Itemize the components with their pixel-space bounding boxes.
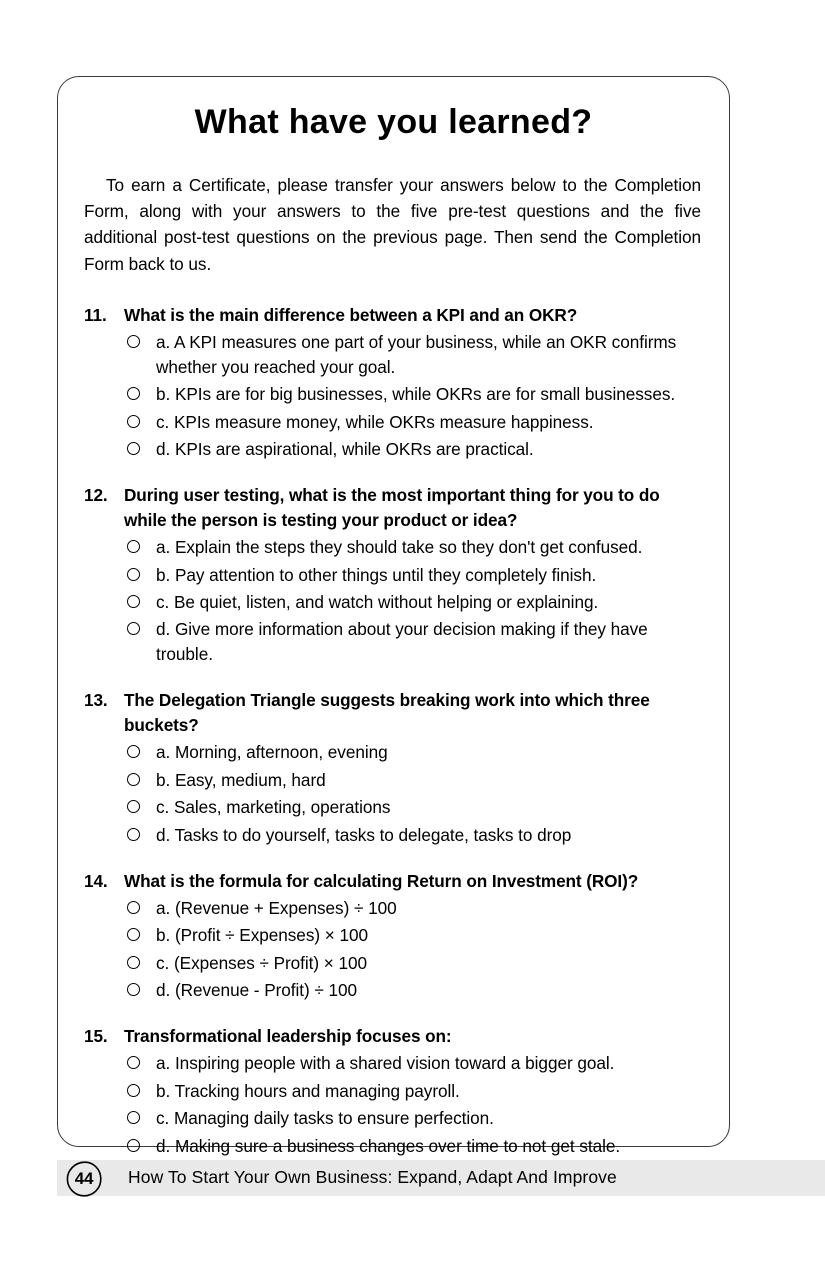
radio-button-icon[interactable] bbox=[84, 923, 156, 941]
question-text: What is the formula for calculating Return on Investment (ROI)? bbox=[124, 870, 639, 891]
option-label: c. Managing daily tasks to ensure perfection. bbox=[156, 1108, 494, 1129]
option-label: b. Tracking hours and managing payroll. bbox=[156, 1080, 460, 1101]
question-text: The Delegation Triangle suggests breaking work into which three buckets? bbox=[124, 690, 650, 736]
option-label: c. Be quiet, listen, and watch without helping or explaining. bbox=[156, 592, 599, 613]
option-label: a. Morning, afternoon, evening bbox=[156, 742, 388, 763]
question-heading bbox=[84, 1024, 703, 1049]
radio-button-icon[interactable] bbox=[84, 896, 156, 914]
question-number: 11. bbox=[84, 304, 107, 325]
question-number: 15. bbox=[84, 1026, 108, 1047]
option-row[interactable] bbox=[84, 896, 703, 921]
card-content bbox=[58, 77, 729, 1159]
question-number: 13. bbox=[84, 690, 108, 711]
radio-button-icon[interactable] bbox=[84, 951, 156, 969]
option-list bbox=[84, 896, 703, 1003]
question-heading bbox=[84, 303, 703, 328]
question-block-15 bbox=[84, 1024, 703, 1159]
question-heading bbox=[84, 869, 703, 894]
option-row[interactable] bbox=[84, 410, 703, 435]
radio-button-icon[interactable] bbox=[84, 823, 156, 841]
question-number: 14. bbox=[84, 870, 108, 891]
radio-button-icon[interactable] bbox=[84, 437, 156, 455]
option-label: c. KPIs measure money, while OKRs measure happiness. bbox=[156, 411, 594, 432]
book-title: How To Start Your Own Business: Expand, Adapt And Improve bbox=[128, 1167, 617, 1187]
option-row[interactable] bbox=[84, 1051, 703, 1076]
option-row[interactable] bbox=[84, 1134, 703, 1159]
radio-button-icon[interactable] bbox=[84, 563, 156, 581]
option-row[interactable] bbox=[84, 923, 703, 948]
option-row[interactable] bbox=[84, 437, 703, 462]
question-heading bbox=[84, 483, 703, 533]
option-row[interactable] bbox=[84, 330, 703, 380]
option-label: b. (Profit ÷ Expenses) × 100 bbox=[156, 925, 369, 946]
quiz-card bbox=[57, 76, 730, 1156]
intro-paragraph: To earn a Certificate, please transfer your answers below to the Completion Form, along with your answers to the five pre-test questions and the five additional post-test questions on the previous page. Then send the Completion Form back to us. bbox=[84, 175, 701, 274]
option-label: a. (Revenue + Expenses) ÷ 100 bbox=[156, 897, 397, 918]
question-list bbox=[84, 303, 703, 1159]
page-number: 44 bbox=[74, 1169, 94, 1188]
question-number: 12. bbox=[84, 485, 108, 506]
radio-button-icon[interactable] bbox=[84, 535, 156, 553]
option-row[interactable] bbox=[84, 795, 703, 820]
option-list bbox=[84, 1051, 703, 1158]
option-label: b. Easy, medium, hard bbox=[156, 769, 326, 790]
radio-button-icon[interactable] bbox=[84, 1106, 156, 1124]
radio-button-icon[interactable] bbox=[84, 978, 156, 996]
option-list bbox=[84, 330, 703, 462]
radio-button-icon[interactable] bbox=[84, 617, 156, 635]
radio-button-icon[interactable] bbox=[84, 768, 156, 786]
option-label: b. KPIs are for big businesses, while OKRs are for small businesses. bbox=[156, 384, 676, 405]
question-text: During user testing, what is the most important thing for you to do while the person is testing your product or idea? bbox=[124, 485, 660, 530]
option-label: a. Explain the steps they should take so they don't get confused. bbox=[156, 537, 643, 558]
option-label: b. Pay attention to other things until they completely finish. bbox=[156, 564, 597, 585]
option-label: d. Give more information about your decision making if they have trouble. bbox=[156, 619, 648, 665]
option-row[interactable] bbox=[84, 1106, 703, 1131]
option-row[interactable] bbox=[84, 590, 703, 615]
question-block-11 bbox=[84, 303, 703, 462]
option-label: d. (Revenue - Profit) ÷ 100 bbox=[156, 980, 358, 1001]
radio-button-icon[interactable] bbox=[84, 1051, 156, 1069]
option-row[interactable] bbox=[84, 563, 703, 588]
radio-button-icon[interactable] bbox=[84, 795, 156, 813]
question-text: Transformational leadership focuses on: bbox=[124, 1026, 452, 1047]
radio-button-icon[interactable] bbox=[84, 330, 156, 348]
radio-button-icon[interactable] bbox=[84, 382, 156, 400]
option-row[interactable] bbox=[84, 823, 703, 848]
option-label: a. Inspiring people with a shared vision toward a bigger goal. bbox=[156, 1053, 615, 1074]
page-title: What have you learned? bbox=[194, 103, 593, 141]
radio-button-icon[interactable] bbox=[84, 410, 156, 428]
option-row[interactable] bbox=[84, 1079, 703, 1104]
option-label: d. KPIs are aspirational, while OKRs are practical. bbox=[156, 439, 534, 460]
question-text: What is the main difference between a KPI and an OKR? bbox=[124, 304, 578, 325]
radio-button-icon[interactable] bbox=[84, 740, 156, 758]
option-row[interactable] bbox=[84, 951, 703, 976]
option-label: d. Making sure a business changes over time to not get stale. bbox=[156, 1135, 621, 1156]
radio-button-icon[interactable] bbox=[84, 1079, 156, 1097]
option-row[interactable] bbox=[84, 535, 703, 560]
option-list bbox=[84, 535, 703, 667]
question-block-13 bbox=[84, 688, 703, 847]
option-row[interactable] bbox=[84, 617, 703, 667]
option-row[interactable] bbox=[84, 978, 703, 1003]
radio-button-icon[interactable] bbox=[84, 590, 156, 608]
option-label: c. (Expenses ÷ Profit) × 100 bbox=[156, 952, 368, 973]
question-block-12 bbox=[84, 483, 703, 667]
option-label: a. A KPI measures one part of your business, while an OKR confirms whether you reached your goal. bbox=[156, 331, 677, 377]
option-row[interactable] bbox=[84, 382, 703, 407]
option-label: c. Sales, marketing, operations bbox=[156, 797, 391, 818]
option-list bbox=[84, 740, 703, 847]
question-heading bbox=[84, 688, 703, 738]
option-label: d. Tasks to do yourself, tasks to delegate, tasks to drop bbox=[156, 824, 572, 845]
radio-button-icon[interactable] bbox=[84, 1134, 156, 1152]
question-block-14 bbox=[84, 869, 703, 1004]
option-row[interactable] bbox=[84, 768, 703, 793]
option-row[interactable] bbox=[84, 740, 703, 765]
